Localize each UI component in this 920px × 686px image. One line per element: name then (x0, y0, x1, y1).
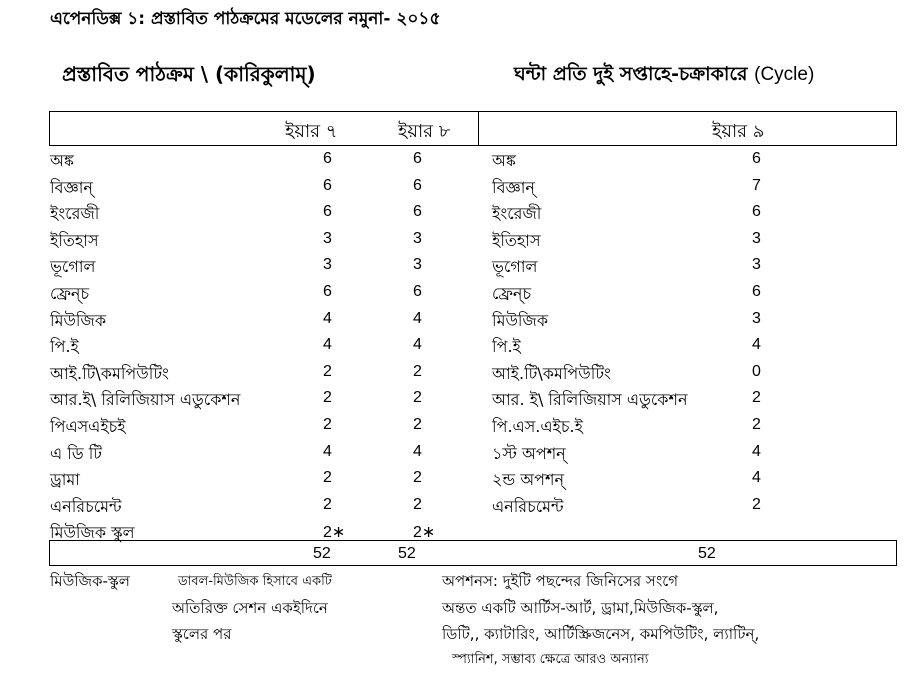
footnote-music-school-label: মিউজিক-স্কুল (50, 572, 130, 590)
year-header-row (49, 111, 897, 146)
left-row-year8-hours: 6 (413, 283, 422, 300)
left-row-year7-hours: 6 (323, 177, 332, 194)
right-row-subject: পি.এস.এইচ.ই (492, 417, 583, 436)
left-row-year8-hours: 4 (413, 336, 422, 353)
total-year8: 52 (398, 545, 416, 562)
left-row-year8-hours: 2 (413, 416, 422, 433)
left-row-year7-hours: 2 (323, 496, 332, 513)
left-row-year7-hours: 4 (323, 336, 332, 353)
right-row-subject: পি.ই (492, 337, 521, 356)
right-row-year9-hours: 3 (752, 230, 761, 247)
right-row-year9-hours: 3 (752, 310, 761, 327)
left-row-year8-hours: 3 (413, 256, 422, 273)
left-row-subject: এনরিচমেন্ট (50, 497, 122, 516)
left-row-year7-hours: 6 (323, 283, 332, 300)
year7-header: ইয়ার ৭ (285, 121, 338, 142)
left-row-subject: পিএসএইচই (50, 417, 126, 436)
right-row-subject: ইংরেজী (492, 204, 542, 223)
total-year9: 52 (698, 545, 716, 562)
left-row-subject: ভূগোল (50, 257, 96, 276)
left-row-year7-hours: 6 (323, 150, 332, 167)
left-row-year8-hours: 2 (413, 496, 422, 513)
left-row-subject: ইংরেজী (50, 204, 100, 223)
right-row-subject: অঙ্ক (492, 151, 516, 170)
left-row-year8-hours: 6 (413, 177, 422, 194)
hours-cycle-title-text: ঘন্টা প্রতি দুই সপ্তাহে-চক্রাকারে (514, 63, 748, 85)
left-row-year7-hours: 6 (323, 203, 332, 220)
left-row-subject: ইতিহাস (50, 231, 99, 250)
left-row-year8-hours: 2 (413, 389, 422, 406)
footnote-options-line2: অন্তত একটি আর্টিস-আর্ট, ড্রামা,মিউজিক-স্কুল, (442, 599, 719, 617)
left-row-subject: ড্রামা (50, 470, 80, 489)
left-row-year7-hours: 4 (323, 443, 332, 460)
right-row-subject: ভূগোল (492, 257, 538, 276)
left-row-year7-hours: 2 (323, 416, 332, 433)
right-row-subject: ২ন্ড অপশন্‌ (492, 470, 564, 489)
right-row-subject: আর. ই\ রিলিজিয়াস এডুকেশন (492, 390, 688, 409)
right-row-subject: বিজ্ঞান্‌ (492, 178, 535, 197)
right-row-subject: ইতিহাস (492, 231, 541, 250)
left-row-year8-hours: 4 (413, 310, 422, 327)
left-row-year8-hours: 6 (413, 150, 422, 167)
footnote-music-school-line1: ডাবল-মিউজিক হিসাবে একটি (178, 574, 332, 589)
footnote-music-school-line2: অতিরিক্ত সেশন একইদিনে (172, 599, 328, 617)
left-row-year8-hours: 2∗ (413, 524, 436, 541)
left-row-subject: মিউজিক স্কুল (50, 523, 135, 542)
left-row-year8-hours: 3 (413, 230, 422, 247)
left-row-subject: এ ডি টি (50, 444, 102, 463)
left-row-year8-hours: 6 (413, 203, 422, 220)
right-row-year9-hours: 4 (752, 469, 761, 486)
year8-header: ইয়ার ৮ (398, 121, 451, 142)
right-row-subject: আই.টি\কমপিউটিং (492, 364, 611, 383)
left-row-year7-hours: 3 (323, 256, 332, 273)
left-row-subject: পি.ই (50, 337, 79, 356)
left-row-year7-hours: 2 (323, 363, 332, 380)
right-row-subject: ফ্রেন্চ (492, 284, 532, 303)
left-row-subject: ফ্রেন্চ (50, 284, 90, 303)
left-row-year8-hours: 2 (413, 363, 422, 380)
left-row-subject: মিউজিক (50, 311, 107, 330)
right-row-year9-hours: 2 (752, 389, 761, 406)
left-row-year8-hours: 2 (413, 469, 422, 486)
left-row-year7-hours: 2∗ (323, 524, 346, 541)
totals-row (49, 540, 897, 566)
right-row-year9-hours: 3 (752, 256, 761, 273)
left-row-subject: বিজ্ঞান্‌ (50, 178, 93, 197)
footnote-options-line3: ডিটি,, ক্যাটারিং, আর্টিস্ক্রিজনেস, কমপিউটিং, ল্যাটিন্‌, (442, 625, 760, 643)
right-row-year9-hours: 0 (752, 363, 761, 380)
right-row-year9-hours: 4 (752, 443, 761, 460)
total-year7: 52 (313, 545, 331, 562)
header-divider (478, 111, 479, 145)
left-row-year7-hours: 4 (323, 310, 332, 327)
left-row-subject: আর.ই\ রিলিজিয়াস এডুকেশন (50, 390, 241, 409)
right-row-year9-hours: 4 (752, 336, 761, 353)
left-row-year7-hours: 2 (323, 469, 332, 486)
right-row-year9-hours: 7 (752, 177, 761, 194)
right-row-subject: এনরিচমেন্ট (492, 497, 564, 516)
left-row-year7-hours: 2 (323, 389, 332, 406)
right-row-year9-hours: 2 (752, 496, 761, 513)
left-row-subject: অঙ্ক (50, 151, 74, 170)
cycle-label: (Cycle) (754, 64, 815, 85)
footnote-options-line1: অপশনস: দুইটি পছন্দের জিনিসের সংগে (442, 572, 679, 590)
right-row-subject: ১স্ট অপশন্‌ (492, 444, 566, 463)
right-row-year9-hours: 6 (752, 150, 761, 167)
left-row-year7-hours: 3 (323, 230, 332, 247)
left-row-subject: আই.টি\কমপিউটিং (50, 364, 169, 383)
right-row-year9-hours: 6 (752, 203, 761, 220)
left-row-year8-hours: 4 (413, 443, 422, 460)
right-row-subject: মিউজিক (492, 311, 549, 330)
curriculum-title: প্রস্তাবিত পাঠক্রম \ (কারিকুলাম্‌) (62, 62, 316, 86)
footnote-options-line4: স্প্যানিশ, সম্ভাব্য ক্ষেত্রে আরও অন্যান্য (452, 652, 649, 667)
right-row-year9-hours: 2 (752, 416, 761, 433)
footnote-music-school-line3: স্কুলের পর (172, 625, 232, 643)
year9-header: ইয়ার ৯ (712, 121, 765, 142)
appendix-heading: এপেনডিক্স ১: প্রস্তাবিত পাঠক্রমের মডেলের নমুনা- ২০১৫ (50, 9, 441, 29)
right-row-year9-hours: 6 (752, 283, 761, 300)
hours-cycle-title (514, 60, 814, 92)
